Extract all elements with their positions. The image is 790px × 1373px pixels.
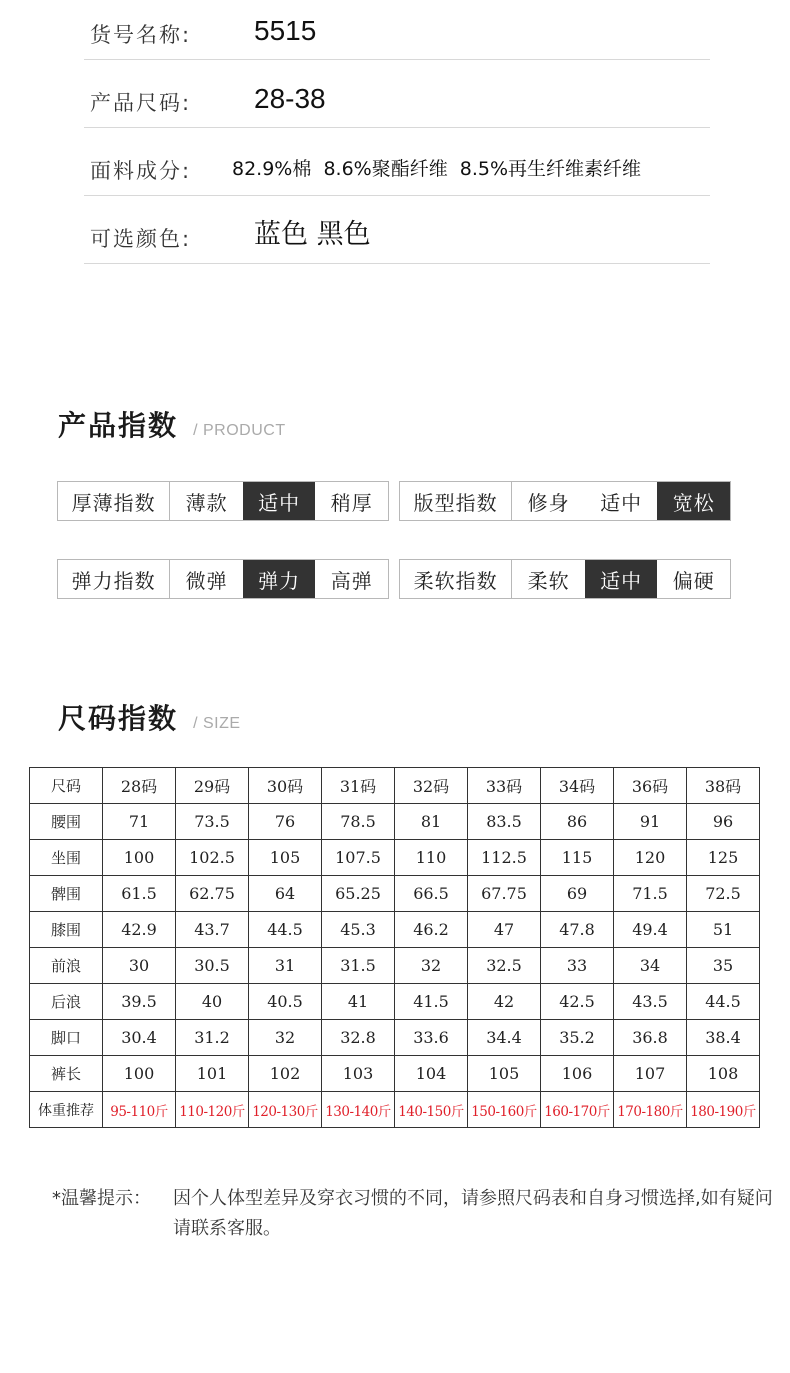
table-cell: 112.5: [468, 840, 541, 876]
table-cell: 44.5: [249, 912, 322, 948]
table-row: [30, 948, 760, 984]
table-header-cell: 32码: [395, 768, 468, 804]
table-cell: 38.4: [687, 1020, 760, 1056]
index-option-selected: 宽松: [657, 482, 730, 520]
table-cell: 30.5: [176, 948, 249, 984]
table-cell: 71: [103, 804, 176, 840]
table-cell: 107: [614, 1056, 687, 1092]
table-cell: 47.8: [541, 912, 614, 948]
section-title-text: 产品指数: [58, 409, 179, 442]
table-cell: 66.5: [395, 876, 468, 912]
table-cell: 100: [103, 1056, 176, 1092]
info-label: 货号名称:: [90, 23, 192, 47]
weight-cell: 170-180斤: [614, 1092, 687, 1128]
index-label: 厚薄指数: [58, 482, 170, 520]
info-row-colors: [84, 196, 710, 264]
table-cell: 32.5: [468, 948, 541, 984]
table-cell: 46.2: [395, 912, 468, 948]
table-cell: 43.7: [176, 912, 249, 948]
table-cell: 107.5: [322, 840, 395, 876]
table-header-cell: 38码: [687, 768, 760, 804]
table-cell: 110: [395, 840, 468, 876]
table-header-cell: 31码: [322, 768, 395, 804]
row-label: 髀围: [30, 876, 103, 912]
table-header-cell: 29码: [176, 768, 249, 804]
table-cell: 40.5: [249, 984, 322, 1020]
weight-cell: 130-140斤: [322, 1092, 395, 1128]
table-cell: 49.4: [614, 912, 687, 948]
row-label: 脚口: [30, 1020, 103, 1056]
table-cell: 115: [541, 840, 614, 876]
table-cell: 102: [249, 1056, 322, 1092]
table-row: [30, 840, 760, 876]
table-row: [30, 984, 760, 1020]
table-cell: 72.5: [687, 876, 760, 912]
table-cell: 108: [687, 1056, 760, 1092]
index-option: 高弹: [330, 568, 373, 593]
info-value: 5515: [254, 15, 317, 46]
index-option: 偏硬: [672, 568, 715, 593]
index-group-stretch: [57, 559, 389, 599]
section-title-text: 尺码指数: [58, 702, 179, 735]
info-value: 82.9%棉 8.6%聚酯纤维 8.5%再生纤维素纤维: [232, 158, 642, 180]
info-label: 产品尺码:: [90, 91, 192, 115]
table-cell: 81: [395, 804, 468, 840]
section-subtitle: / PRODUCT: [193, 422, 286, 439]
table-cell: 32.8: [322, 1020, 395, 1056]
info-row-item-no: [84, 0, 710, 60]
row-label: 后浪: [30, 984, 103, 1020]
index-option: 薄款: [185, 490, 228, 515]
row-label: 腰围: [30, 804, 103, 840]
table-cell: 36.8: [614, 1020, 687, 1056]
info-label: 可选颜色:: [90, 227, 192, 251]
table-row: [30, 912, 760, 948]
table-cell: 78.5: [322, 804, 395, 840]
index-option-selected: 适中: [243, 482, 316, 520]
index-group-thickness: [57, 481, 389, 521]
index-option: 稍厚: [330, 490, 373, 515]
table-cell: 41: [322, 984, 395, 1020]
product-index-title: [58, 404, 286, 444]
table-cell: 69: [541, 876, 614, 912]
table-header-cell: 33码: [468, 768, 541, 804]
table-cell: 104: [395, 1056, 468, 1092]
info-row-fabric: [84, 128, 710, 196]
table-cell: 31.5: [322, 948, 395, 984]
table-row: [30, 876, 760, 912]
table-cell: 73.5: [176, 804, 249, 840]
table-row: [30, 1020, 760, 1056]
table-cell: 103: [322, 1056, 395, 1092]
table-cell: 32: [395, 948, 468, 984]
table-cell: 33.6: [395, 1020, 468, 1056]
row-label: 体重推荐: [30, 1092, 103, 1128]
table-cell: 120: [614, 840, 687, 876]
table-header-cell: 30码: [249, 768, 322, 804]
table-cell: 39.5: [103, 984, 176, 1020]
table-row: [30, 804, 760, 840]
table-cell: 51: [687, 912, 760, 948]
index-group-softness: [399, 559, 731, 599]
table-cell: 42: [468, 984, 541, 1020]
table-cell: 33: [541, 948, 614, 984]
table-cell: 62.75: [176, 876, 249, 912]
table-cell: 105: [249, 840, 322, 876]
table-cell: 41.5: [395, 984, 468, 1020]
table-cell: 61.5: [103, 876, 176, 912]
info-value: 蓝色 黑色: [254, 219, 371, 250]
weight-cell: 180-190斤: [687, 1092, 760, 1128]
table-cell: 76: [249, 804, 322, 840]
table-cell: 91: [614, 804, 687, 840]
table-cell: 45.3: [322, 912, 395, 948]
table-cell: 31.2: [176, 1020, 249, 1056]
weight-cell: 110-120斤: [176, 1092, 249, 1128]
table-header-cell: 28码: [103, 768, 176, 804]
tip-label: *温馨提示：: [52, 1188, 151, 1209]
table-header-cell: 36码: [614, 768, 687, 804]
size-index-title: [58, 697, 241, 737]
row-label: 前浪: [30, 948, 103, 984]
index-option-selected: 弹力: [243, 560, 316, 598]
table-row-weight: [30, 1092, 760, 1128]
table-cell: 30.4: [103, 1020, 176, 1056]
table-cell: 47: [468, 912, 541, 948]
table-cell: 35.2: [541, 1020, 614, 1056]
table-header-cell: 尺码: [30, 768, 103, 804]
index-option: 适中: [600, 490, 643, 515]
table-cell: 40: [176, 984, 249, 1020]
index-label: 弹力指数: [58, 560, 170, 598]
table-header-row: [30, 768, 760, 804]
table-cell: 101: [176, 1056, 249, 1092]
size-table: [29, 767, 760, 1128]
table-cell: 102.5: [176, 840, 249, 876]
table-cell: 34.4: [468, 1020, 541, 1056]
table-cell: 96: [687, 804, 760, 840]
row-label: 坐围: [30, 840, 103, 876]
index-option-selected: 适中: [585, 560, 658, 598]
weight-cell: 140-150斤: [395, 1092, 468, 1128]
index-label: 版型指数: [400, 482, 512, 520]
weight-cell: 150-160斤: [468, 1092, 541, 1128]
table-cell: 71.5: [614, 876, 687, 912]
table-cell: 30: [103, 948, 176, 984]
index-group-fit: [399, 481, 731, 521]
table-cell: 43.5: [614, 984, 687, 1020]
table-cell: 106: [541, 1056, 614, 1092]
table-cell: 65.25: [322, 876, 395, 912]
table-cell: 64: [249, 876, 322, 912]
table-cell: 42.9: [103, 912, 176, 948]
row-label: 膝围: [30, 912, 103, 948]
tip-text: 因个人体型差异及穿衣习惯的不同，请参照尺码表和自身习惯选择,如有疑问请联系客服。: [173, 1188, 773, 1239]
index-option: 柔软: [527, 568, 570, 593]
table-row: [30, 1056, 760, 1092]
index-label: 柔软指数: [400, 560, 512, 598]
weight-cell: 95-110斤: [103, 1092, 176, 1128]
table-cell: 35: [687, 948, 760, 984]
table-header-cell: 34码: [541, 768, 614, 804]
index-option: 修身: [527, 490, 570, 515]
index-option: 微弹: [185, 568, 228, 593]
info-label: 面料成分:: [90, 159, 192, 183]
table-cell: 31: [249, 948, 322, 984]
table-cell: 83.5: [468, 804, 541, 840]
table-cell: 86: [541, 804, 614, 840]
weight-cell: 120-130斤: [249, 1092, 322, 1128]
weight-cell: 160-170斤: [541, 1092, 614, 1128]
info-value: 28-38: [254, 83, 326, 114]
table-cell: 42.5: [541, 984, 614, 1020]
table-cell: 44.5: [687, 984, 760, 1020]
row-label: 裤长: [30, 1056, 103, 1092]
table-cell: 32: [249, 1020, 322, 1056]
table-cell: 100: [103, 840, 176, 876]
section-subtitle: / SIZE: [193, 715, 241, 732]
table-cell: 34: [614, 948, 687, 984]
info-row-size-range: [84, 60, 710, 128]
table-cell: 125: [687, 840, 760, 876]
table-cell: 105: [468, 1056, 541, 1092]
table-cell: 67.75: [468, 876, 541, 912]
